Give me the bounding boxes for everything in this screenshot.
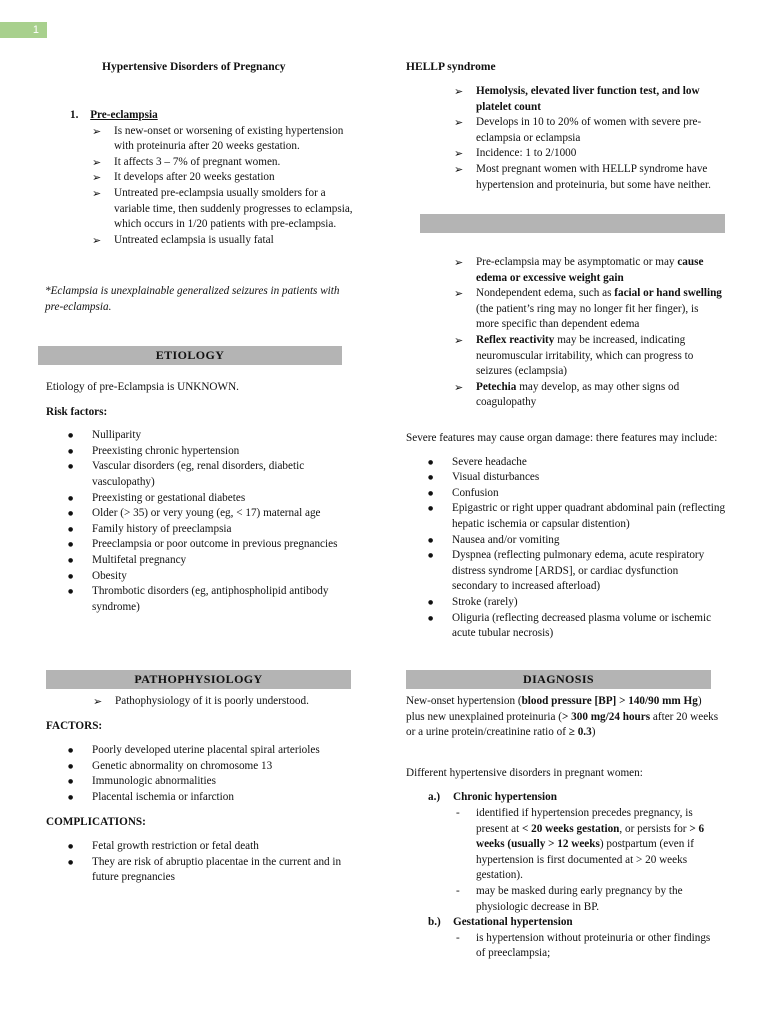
list-item: ● Nulliparity [46, 428, 364, 444]
complications-list [46, 839, 356, 886]
diagnosis-band: DIAGNOSIS [406, 670, 711, 689]
chronic-hypertension-list [452, 806, 720, 915]
item-heading: Chronic hypertension [453, 791, 557, 804]
hellp-section [454, 84, 718, 193]
hellp-bullets [454, 84, 718, 193]
list-item: ➢ Untreated pre-eclampsia usually smolders for a variable time, then suddenly progresses to eclampsia, which occurs in 1/20 patients with pre-eclampsia. [92, 186, 362, 233]
page-number-tab [0, 22, 47, 38]
list-item: ➢ Untreated eclampsia is usually fatal [92, 233, 362, 249]
severe-features-intro: Severe features may cause organ damage: there features may include: [406, 432, 718, 444]
page-number: 1 [32, 24, 39, 36]
risk-factors-heading: Risk factors: [46, 405, 108, 418]
list-item: ● Obesity [46, 569, 364, 585]
list-item: ● Nausea and/or vomiting [406, 533, 726, 549]
list-item: ● Family history of preeclampsia [46, 522, 364, 538]
list-item: ● Stroke (rarely) [406, 595, 726, 611]
preeclampsia-heading: Pre-eclampsia [90, 109, 158, 121]
list-item: ➢ Nondependent edema, such as facial or hand swelling (the patient’s ring may no longer fit her finger), is more specific than dependent edema [454, 286, 722, 333]
list-item: ➢ Pathophysiology of it is poorly understood. [93, 694, 366, 710]
section-number: 1. [70, 109, 79, 121]
list-item: ➢ Reflex reactivity may be increased, indicating neuromuscular irritability, which can progress to seizures (eclampsia) [454, 333, 722, 380]
list-item: ● Thrombotic disorders (eg, antiphospholipid antibody syndrome) [46, 584, 364, 615]
factors-list [46, 743, 366, 805]
signs-section [454, 255, 722, 411]
list-item: ● Vascular disorders (eg, renal disorders, diabetic vasculopathy) [46, 459, 364, 490]
gestational-hypertension-list [452, 931, 720, 962]
pathophysiology-section [46, 694, 366, 886]
item-heading: Gestational hypertension [453, 916, 573, 929]
document-title: Hypertensive Disorders of Pregnancy [102, 61, 286, 73]
preeclampsia-section [70, 108, 362, 248]
diagnosis-section [406, 694, 720, 962]
pathophysiology-band: PATHOPHYSIOLOGY [46, 670, 351, 689]
list-item: ● Epigastric or right upper quadrant abdominal pain (reflecting hepatic ischemia or capsular distention) [406, 501, 726, 532]
severe-features-section [406, 431, 726, 642]
list-item: ➢ Develops in 10 to 20% of women with severe pre-eclampsia or eclampsia [454, 115, 718, 146]
list-item: ● Preexisting or gestational diabetes [46, 491, 364, 507]
list-item: ➢ It affects 3 – 7% of pregnant women. [92, 155, 362, 171]
list-item: ● Dyspnea (reflecting pulmonary edema, acute respiratory distress syndrome [ARDS], or cardiac dysfunction secondary to increased afterload) [406, 548, 726, 595]
list-item: ● Preeclampsia or poor outcome in previous pregnancies [46, 537, 364, 553]
preeclampsia-bullets [92, 124, 362, 249]
etiology-band: ETIOLOGY [38, 346, 342, 365]
disorders-intro: Different hypertensive disorders in pregnant women: [406, 766, 643, 779]
gestational-hypertension-heading [428, 915, 720, 931]
diagnosis-criteria: New-onset hypertension (blood pressure [BP] > 140/90 mm Hg) plus new unexplained proteinuria (> 300 mg/24 hours after 20 weeks or a urine protein/creatinine ratio of ≥ 0.3) [406, 695, 719, 739]
list-item: ● Severe headache [406, 455, 726, 471]
list-item: ➢ Incidence: 1 to 2/1000 [454, 146, 718, 162]
list-item: ● Preexisting chronic hypertension [46, 444, 364, 460]
list-item: ● Poorly developed uterine placental spiral arterioles [46, 743, 366, 759]
list-item: ● Confusion [406, 486, 726, 502]
list-item: ➢ Most pregnant women with HELLP syndrome have hypertension and proteinuria, but some have neither. [454, 162, 718, 193]
item-label: a.) [428, 791, 441, 804]
list-item: - identified if hypertension precedes pregnancy, is present at < 20 weeks gestation, or persists for > 6 weeks (usually > 12 weeks) postpartum (even if hypertension is first documented at > 20 weeks gestation). [452, 806, 720, 884]
list-item: ● They are risk of abruptio placentae in the current and in future pregnancies [46, 855, 356, 886]
list-item: ➢ Hemolysis, elevated liver function test, and low platelet count [454, 84, 718, 115]
etiology-intro: Etiology of pre-Eclampsia is UNKNOWN. [46, 381, 239, 393]
pathophysiology-bullets [93, 694, 366, 710]
eclampsia-note: *Eclampsia is unexplainable generalized seizures in patients with pre-eclampsia. [45, 285, 340, 313]
list-item: ➢ Petechia may develop, as may other signs od coagulopathy [454, 380, 722, 411]
hellp-heading: HELLP syndrome [406, 61, 496, 73]
severe-features-list [406, 455, 726, 642]
blank-band [420, 214, 725, 233]
list-item: ● Placental ischemia or infarction [46, 790, 366, 806]
list-item: ● Genetic abnormality on chromosome 13 [46, 759, 366, 775]
complications-heading: COMPLICATIONS: [46, 815, 146, 828]
list-item: ● Immunologic abnormalities [46, 774, 366, 790]
risk-factors-list [46, 428, 364, 615]
list-item: ● Fetal growth restriction or fetal death [46, 839, 356, 855]
list-item: ● Multifetal pregnancy [46, 553, 364, 569]
list-item: ➢ Pre-eclampsia may be asymptomatic or may cause edema or excessive weight gain [454, 255, 722, 286]
signs-bullets [454, 255, 722, 411]
item-label: b.) [428, 916, 441, 929]
list-item: - is hypertension without proteinuria or other findings of preeclampsia; [452, 931, 720, 962]
list-item: ➢ Is new-onset or worsening of existing hypertension with proteinuria after 20 weeks gestation. [92, 124, 362, 155]
list-item: ● Visual disturbances [406, 470, 726, 486]
list-item: ● Oliguria (reflecting decreased plasma volume or ischemic acute tubular necrosis) [406, 611, 726, 642]
list-item: - may be masked during early pregnancy by the physiologic decrease in BP. [452, 884, 720, 915]
list-item: ➢ It develops after 20 weeks gestation [92, 170, 362, 186]
chronic-hypertension-heading [428, 790, 720, 806]
factors-heading: FACTORS: [46, 719, 103, 732]
list-item: ● Older (> 35) or very young (eg, < 17) maternal age [46, 506, 364, 522]
etiology-section [46, 380, 366, 615]
